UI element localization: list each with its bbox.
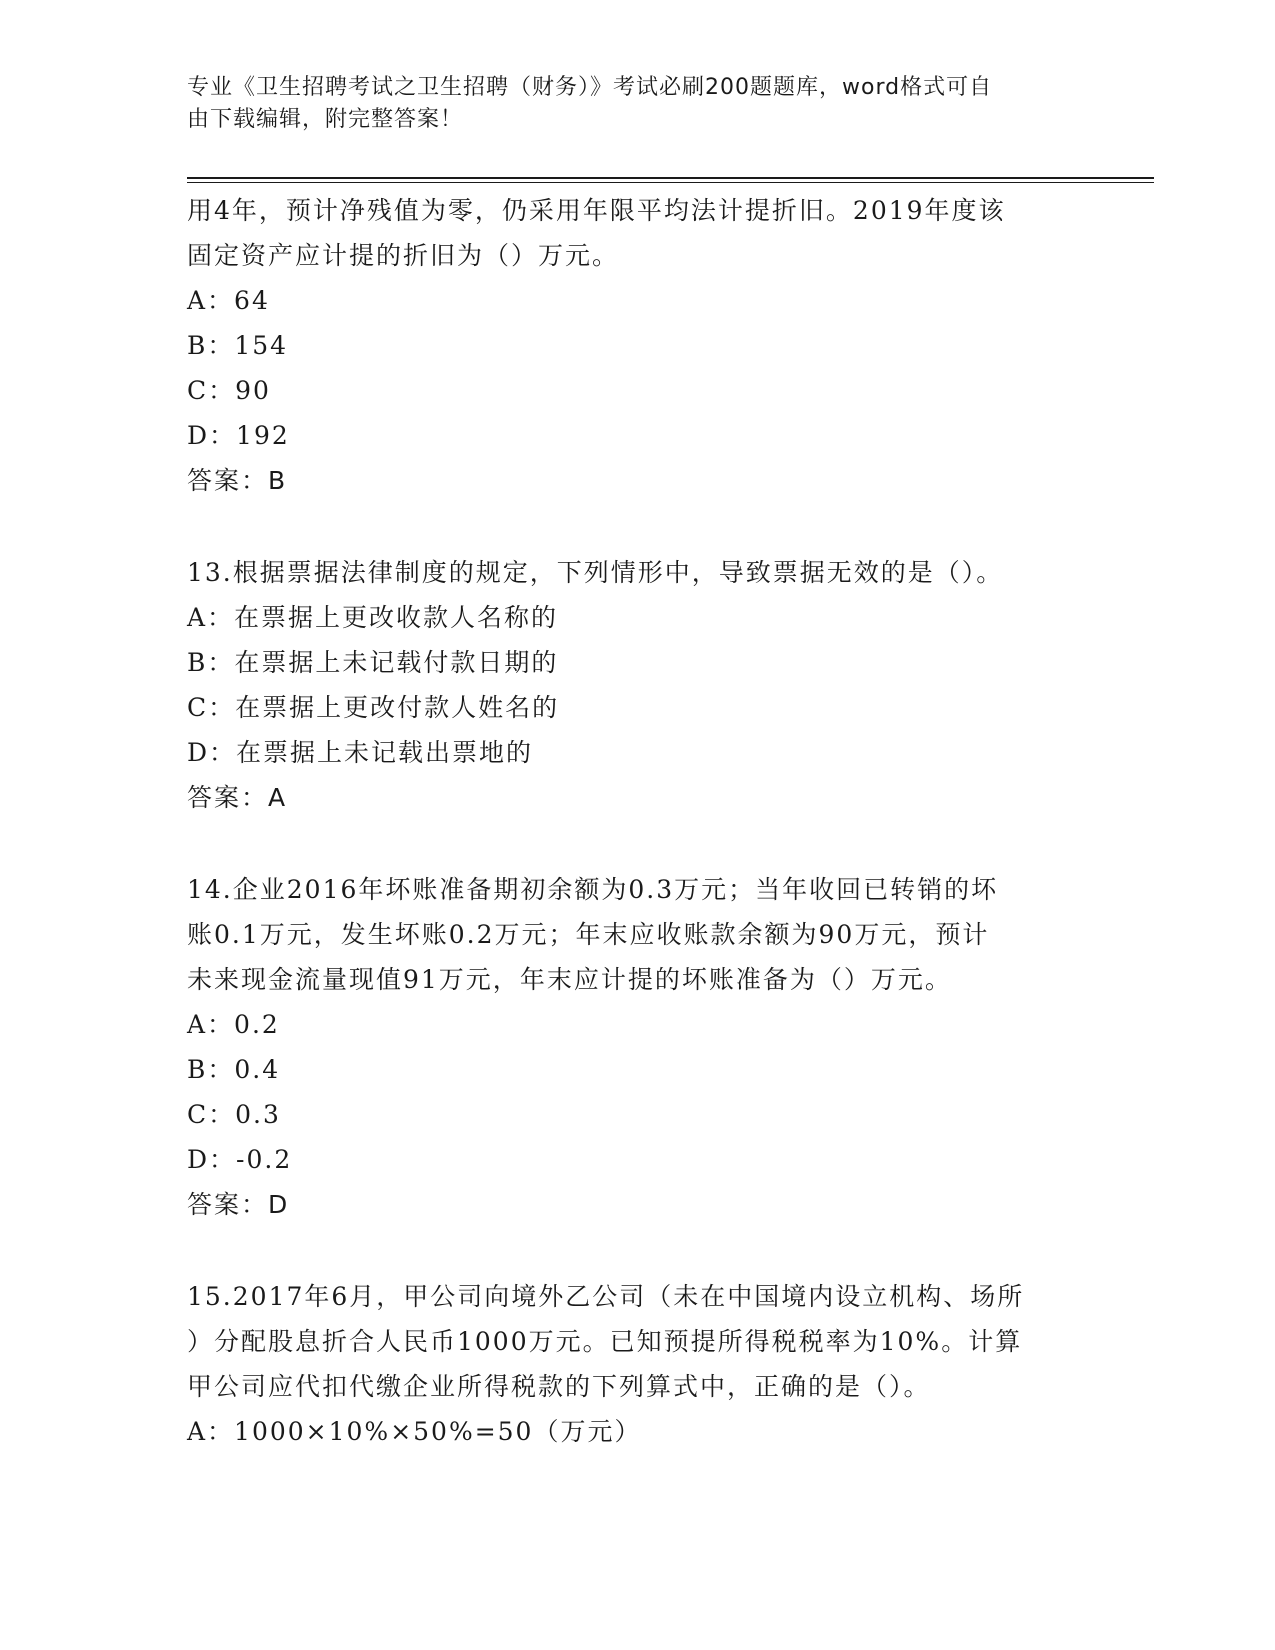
option-a: A：1000×10%×50%=50（万元）	[187, 1417, 642, 1446]
option-c: C：90	[187, 376, 271, 405]
header-line-2: 由下载编辑，附完整答案！	[187, 107, 464, 132]
answer: 答案：A	[187, 783, 288, 812]
question-text: 13.根据票据法律制度的规定，下列情形中，导致票据无效的是（）。	[187, 558, 1004, 587]
header-line-1: 专业《卫生招聘考试之卫生招聘（财务）》考试必刷200题题库，word格式可自	[187, 75, 993, 100]
document-header	[187, 72, 1087, 136]
question-12	[187, 188, 1087, 503]
question-text: 15.2017年6月，甲公司向境外乙公司（未在中国境内设立机构、场所	[187, 1282, 1025, 1311]
option-a: A：64	[187, 286, 270, 315]
question-text: 14.企业2016年坏账准备期初余额为0.3万元；当年收回已转销的坏	[187, 875, 999, 904]
question-14	[187, 867, 1087, 1227]
question-text: 用4年，预计净残值为零，仍采用年限平均法计提折旧。2019年度该	[187, 196, 1006, 225]
question-text: 账0.1万元，发生坏账0.2万元；年末应收账款余额为90万元，预计	[187, 920, 990, 949]
option-a: A：0.2	[187, 1010, 280, 1039]
answer: 答案：B	[187, 466, 288, 495]
option-d: D：192	[187, 421, 290, 450]
question-text: 未来现金流量现值91万元，年末应计提的坏账准备为（）万元。	[187, 965, 952, 994]
header-divider-thin	[187, 182, 1154, 183]
question-15	[187, 1274, 1087, 1454]
option-d: D：-0.2	[187, 1145, 293, 1174]
option-b: B：在票据上未记载付款日期的	[187, 648, 559, 677]
answer: 答案：D	[187, 1190, 290, 1219]
option-a: A：在票据上更改收款人名称的	[187, 603, 559, 632]
header-divider-thick	[187, 177, 1154, 179]
option-c: C：在票据上更改付款人姓名的	[187, 693, 560, 722]
question-text: ）分配股息折合人民币1000万元。已知预提所得税税率为10%。计算	[187, 1327, 1023, 1356]
question-text: 固定资产应计提的折旧为（）万元。	[187, 241, 620, 270]
question-text: 甲公司应代扣代缴企业所得税款的下列算式中，正确的是（）。	[187, 1372, 931, 1401]
question-13	[187, 550, 1087, 820]
option-b: B：154	[187, 331, 289, 360]
option-d: D：在票据上未记载出票地的	[187, 738, 534, 767]
option-c: C：0.3	[187, 1100, 281, 1129]
option-b: B：0.4	[187, 1055, 281, 1084]
question-list	[187, 188, 1087, 1454]
